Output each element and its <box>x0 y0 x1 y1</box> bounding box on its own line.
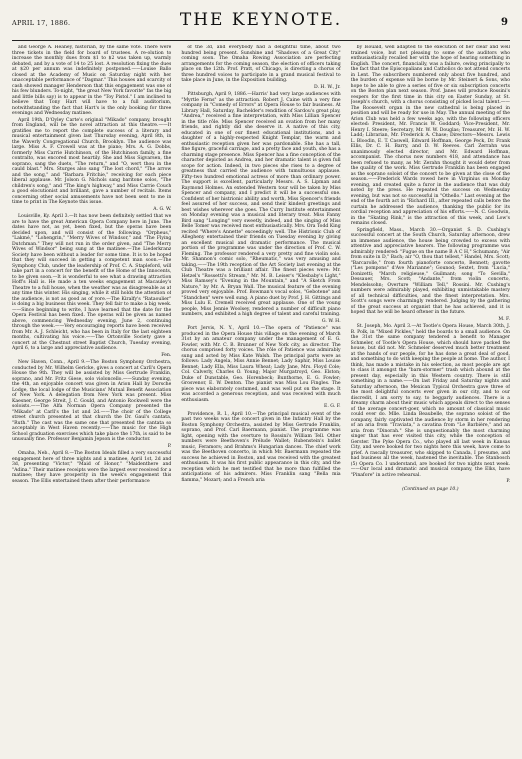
correspondent-signature: Fen. <box>161 352 172 358</box>
correspondent-signature: M. F. <box>498 316 510 322</box>
correspondent-signature: P. <box>506 479 510 484</box>
article-paragraph: Port Jervis, N. Y., April 10.—The opera of "Patience" was produced in the Opera House this village on the evening of March 31st by an amateur company under the management of E. G. Fowler, with Mr. C. B. Brunner of New York city, as director. The chorus comprised forty voices. The rôle of Patience was admirably sung and acted by Miss Kate Walsh. The principal parts were as follows: Lady Angela, Miss Annie Bennet; Lady Saphir, Miss Louise Bennet; Lady Ella, Miss Laura Wheat; Lady Jane, Mrs. Floyd Cole; Col. Calverly, Charles O. Young; Major Murgatroyd, Geo. Elston; Duke of Dunstable, Geo. Horenbeck; Bunthorne, E. G. Fowler; Grosvenor, E. W. Denton. The pianist was Miss Lou Fingles. The piece was elaborately costumed, and was well put on the stage. It was accorded a generous reception, and was received with much enthusiasm. <box>181 326 341 403</box>
article-paragraph: Providence, R. I., April 10.—The principal musical event of the past two weeks was the concert given in the Infantry Hall by the Boston Symphony Orchestra, assisted by Miss Gertrude Franklin, soprano, and Prof. Carl Baermann, pianist. The programme was light, opening with the overture to Rossini's William Tell. Other numbers were Beethoven's Prélude Wallet; Rubenstein's ballet music, Feramors; and Brahms's Hungarian dances. The chief work was the Beethoven concerto, in which Mr. Baermann repeated the success he achieved in Boston, and was received with the greatest enthusiasm. It was his first public appearance in this city, and the reception which he met testified that he more than fulfilled the anticipations of his admirers. Miss Franklin sang "Bella mia fiamma," Mozart; and a French aria <box>181 411 341 483</box>
correspondent-signature: P. <box>167 443 172 449</box>
article-paragraph: by Isouald, well adapted to the execution of her clear and well trained voice, but not pleasing to some of the auditors who enthusiastically recalled her with the hope of hearing something in English. The concert, financially, was a failure, owing principally to the fact that the Episcopalians and Catholics do not attend concerts in Lent. The subscribers numbered only about five hundred, and the burden of expense will be borne by Mr. Steinert & Sons, who hope to be able to give a series of five or six subscription concerts on the Boston plan next season. Prof. Janes will produce Rossini's vespers for the first time in this city on Easter Sunday, at St. Joseph's church, with a chorus consisting of picked local talent.——The Roosevelt organ in the new cathedral is being placed in position and will be ready for use in May. The annual meeting of the Arion Club was held a few weeks ago, with the following officers elected: President, Mr. Francis W. Goddard; Vice-President, Mr. Henry I. Steere; Secretary, Mr. W. W. Douglas; Treasurer, Mr. H. W. Ladd; Librarian, Mr. Frederick A. Chase; Directors—Messrs. Lewis L. Bloodin, E. T. Caswell, Edward Hoffman, George Peck, Dr. Frank Ellis, Dr. C. H. Barry, and D. W. Reeves. Carl Zerrahn was unanimously elected director, and Mr. Edward Hoffman, accompanist. The chorus now numbers 418, and attendance has been refused to many, as Mr. Zerahn thought it would deter from the quality of the work. Miss Gertrude Franklin has been engaged as the soprano soloist of the concert to be given at the close of the season.——Frederick Wards rowed here in Virginius on Monday evening, and created quite a furor in the audience that was duly noted by the press. He repeated the success on Wednesday evening, but was not so successful in "Othello." Last evening at the end of the fourth act in "Richard III., after repeated calls before the curtain he addressed the audience, thanking the public for its cordial reception and appreciation of his efforts.——N. C. Goodwin, in the "Skating Rink," is the attraction of this week, and Low's remains closed. <box>350 45 510 226</box>
page-header <box>12 10 510 40</box>
article-paragraph: Springfield, Mass., March 30.—Organist S. D. Cushing's successful concert at the South Church, Saturday afternoon, drew an immense audience, the house being crowded to excess with attentive and appreciative hearers. The following programme was admirably rendered: "Fugue on the name B A C H," Schumann; "Air from suite in D," Bach; air "O, thou that tellest," Handel, Mrs. Scott; "Barcarolle," from fourth pianoforte concerto, Bennett; gavotte ("Les pompons" d'Ave Marianne"; Gounod; Sextet, from "Lucia," Donizetti; "March religieuse," Guilmant; song "To Sevilla," Dessauer, Mrs. Scott; "Andante," from violin concerto, Mendelssohn; Overture "William Tell," Rossini. Mr. Cushing's numbers were admirably played, exhibiting unmistakable mastery of all technical difficulties, and the finest interpretation. Mrs. Scott's songs were charmingly rendered. Judging by the gathering of the great success at organist that he has achieved, and it is hoped that he will be heard oftener in the future. <box>350 227 510 315</box>
article-columns <box>12 45 510 745</box>
article-paragraph: New Haven, Conn., April 9.—The Boston Symphony Orchestra, conducted by Mr. Wilhelm Gericke, gives a concert at Carll's Opera House the 9th. They will be assisted by Miss Gertrude Franklin, soprano, and Mr. Fritz Giese, solo violoncello.——Sunday evening, the 4th, an enjoyable concert was given in Arion Hall by Dorsche Lodge, the local lodge of the Musicians' Mutual Benefit Association of New York. A delegation from New York was present. Miss Kaesner, George Streit, J. C. Gould, and Antonio Rockwell were the soloists.——The Alfa Norman Opera Company presented the "Mikado" at Carll's the 1st and 2d.——The choir of the College street church presented at that church the Dr. Gaul's cantata, "Ruth." The cast was the same one that presented the cantata so acceptably in West Haven recently.——The music for the High School graduation exercises which take place the 17th, is said to be unusually fine. Professor Benjamin Jepson is the conductor. <box>12 360 172 442</box>
article-paragraph: St. Joseph, Mo. April 3.—At Tootle's Opera House, March 30th, J. B. Polk, in "Mixed Pickles," held the boards to a small audience. On the 31st the same company tendered a benefit to Manager Schmeler, of Tootle's Opera House, which should have packed the house, but did not. Mr. Schmeler deserved much better treatment at the hands of our people, for he has done a great deal of good, and something to do with keeping the people at home. The author, I think, has made a mistake in his selection, as most people are apt to class it amongst the "barn-stormer" trash which abound at the present day, especially in this Western country. There is still something in a name.——On last Friday and Saturday nights and Saturday afternoon, the Mexican Typical Orchestra gave three of the most delightful concerts ever given in our city, and to our discredit, I am sorry to say, to beggarly audiences. There is a dreamy charm about their music which appeals direct to the senses of the average concert-goer, which no amount of classical music could ever do. Mlle. Linda Beaubelle, the soprano soloist of the company, fairly captivated the audience by storm in her rendering of an aria from "Traviata," a cavatina from "Le Barbière," and an aria from "Dinorah." She is unquestionably the most charming singer that has ever visited this city, while the conception of Gerster. The Pyke Opera Co., who played all last week in Kansas City, and were booked for two nights here this week, have come to grief. A rascally treasurer, who skipped to Canada, I presume, and had business all the week, hastened the inevitable. The Stanbosch (5) Opera Co. I understand, are booked for two nights next week.——Our local and dramatic and musical company, the Elks, have "Pinafore" in active rehearsal. <box>350 324 510 478</box>
correspondent-signature: D. H. W., Jr. <box>313 84 341 90</box>
masthead-title: THE KEYNOTE. <box>179 10 343 30</box>
correspondent-signature: A. G. W. <box>153 206 172 212</box>
article-paragraph: of the 3d, and everybody had a delightful time, about two hundred being present. Sunshine and "Shadows of a Great City" coming soon. The Omaha Rowing Association are perfecting arrangements for the coming season, the election of officers taking place on the 12th. Prof. Pratt, of Chicago, is directing a chorus of three hundred voices to participate in a grand musical festival to take place in June, in the Exposition building. <box>181 45 341 83</box>
page-number: 9 <box>501 17 508 28</box>
article-paragraph: Omaha, Neb., April 8.—The Boston Ideals filled a very successful engagement here of three nights and a matinee, April 1st, 2d and 3d, presenting "Victor," "Maid of Honor," "Maidenthere and "Adina." Their matinee receipts were the largest ever received for a matinee; they have prosperity in the week's engagement this season. The Ellis entertained them after their performance <box>12 451 172 484</box>
column-1 <box>12 45 171 745</box>
correspondent-signature: G. W. H. <box>321 318 341 324</box>
article-paragraph: Louisville, Ky. April 3.—It has now been definitely settled that we are to have the great American Opera Company here in June. The dates have not, as yet, been fixed, but the operas have been decided upon, and will consist of the following: "Orpheus," "Lakmé," "Lohengrin," "Merry Wives of Windsor," and "The Flying Dutchman." They will not run in the order given, and "The Merry Wives of Windsor" being sung at the matinee.—The Liederkranz Society have been without a leader for some time. It is to be hoped that they will succeed in getting a competent man soon.—The Symphony Club, under the leadership of Prof. C. A. Stapleford, will take part in a concert for the benefit of the Home of the Innocents, to be given soon.—It is wonderful to see what a drawing attraction Hoff's Hall is. He made a ten weeks engagement at Macauley's Theatre to a full house, when the weather was as disagreeable as at any time this winter. His singing, while it still holds the attention of the audience, is not as good as of yore.—The Kiralfy's "Rataoulier" is doing a big business this week. They fell fair to make a big week.——Since beginning to write, I have learned that the date for the Opera Festival has been fixed. The operas will be given as named above, commencing Wednesday evening, June 2, continuing through the week.——Very encouraging reports have been received from Mr. A. J. Schleicht, who has been in Italy for the last eighteen months, cultivating his voice.——The Ortonville Society gave a concert at the Chestnut street Baptist Church, Tuesday evening, April 6, to a large and appreciative audience. <box>12 214 172 351</box>
article-paragraph: and George A. Heaney, historian, by the same vote. There were three tickets in the field for board of trustees. A re-olution to increase the monthly dues from $1 to $2 was taken up, warmly debated, and by a vote of 14 to 25 lost. A resolution fixing the dues at $20 per annum was indefinitely postponed.——Louise Ballo closed at the Academy of Music on Saturday night with her unacceptable performance of "Dagmar." This houses and scarcity of cash showed manager Henderson that this engagement was one of his few blunders. To-night, "the great New York favorite" fas the big and little bills say) is to appear in the "Toy Pistol." I am inclined to believe that Tony Hart will have to a full auditorium, notwithstanding the fact that Hart's is the only booking for three evenings and Wednesday matinee. <box>12 45 172 116</box>
header-rule <box>12 40 510 41</box>
column-2 <box>181 45 340 745</box>
continued-note: (Continued on page 10.) <box>402 486 459 492</box>
issue-date: APRIL 17, 1886. <box>12 19 71 27</box>
article-paragraph: Pittsburgh, April 9, 1886.—Harris' had very large audiences with "Myrtle Ferns" as the attraction. Robert J. Caine with a very fine company in "Comedy of Errors" at Opera House to fair business. At Library Hall, Saturday, Bachelder's rendition of Sardou's great play, "Andrea," received a fine interpretation, with Miss Lillian Spencer in the title rôle. Miss Spencer received an ovation from her many friends, and rightly did she deserve it. A native of this city, educated in one of our finest educational institutions, and a daughter of a highly-respected Knight Templar, the warm and enthusiastic reception given her was pardonable. She has a tall, fine figure, graceful carriage, and a pretty face and youth, she has a charming stage presence. Miss Spencer has a fine conception of the character depicted as Andrea, and her dramatic talent is given full scope for action. Indeed, in two pieces she rises to a degree of greatness that carried the audience with tumultuous applause. Fifty-two hundred emotional actress of more than ordinary power. The support is excellent, particularly Messrs. A. S. Lipman and Raymond Holmes. An extended Western tour will be taken by Miss Spencer and company, and I predict it will be a successful one. Confident of her histrionic ability and worth, Miss Spencer's friends feel assured of her success, and send their kindest greetings and best wishes wherever she goes. The Curry Institute entertainment on Monday evening was a musical and literary treat. Miss Fanny Bird sang "Longing" very sweetly, indeed, and the singing of Miss Belle Tomer was received most enthusiastically. Mrs. Ora Todd King recited "Where's Annette" exceedingly well. The Histrionic Club of Allegheny entertained their friends on Tuesday evening by giving an excellent musical and dramatic performance. The musical portion of the programme was under the direction of Prof. C. W. Fleming. The professor rendered a very pretty and fine violin solo. Mr. Shannon's comic solo, "Rheumatic," was very amusing and taking.——The 19th reception of the Art Society last evening at the Club Theatre was a brilliant affair. The finest pieces were: Mr. Hetzel's "Rossetti's Stream," Mr. M. B. Leiser's "Klesbaby's Light," Miss Ramsey's "Evening in the Mountain," and "A Sketch From Nature," by Mr. A. Bryan Wall. The musical feature of the evening proved very enjoyable. Prof. Bowman's vocal solos, "Gebotene" and "Standchen" were well sung. A piano duet by Prof. J. H. Gittings and Miss Lulu E. Cremell received great applause. One of the voung people, Miss Jennie Woolsey, rendered a number of difficult piano numbers, and exhibited a high degree of talent and careful training. <box>181 92 341 317</box>
column-3 <box>351 45 510 745</box>
article-paragraph: April 19th, D'Oyley Carte's original "Mikado" company, brought from England, will be the novel attraction at this theatre.——It gratifies me to report the complete success of a literary and musical entertainment given last Thursday evening, April 8th, in the Waverly Congregational Church, Brooklyn. The audience was large. Miss A. F. Crowell was at the piano; Mrs. A. G. Dobbs, formerly Miss Carrie Hutchinson, of the Hutchinson family, a fine contralto, was encored most heartily. She and Miss Sigvarsen, the soprano, sang the duets, "The return," and "O, wert thou in the cauld blast." Mrs. Sturges also sang "The lost chord," "The arrow and the song," and "Barbara Fritchie," receiving for each piece liberal applause. Mr. Jolson G. Nichols sang baritone solos, "The children's song," and "The king's highway," and Miss Carrie Couch a good elocutionist and brilliant, gave a number of recitals. Items concerning other social amusements have not been sent to me in time to print in The Keynote this issue. <box>12 117 172 205</box>
correspondent-signature: E. G. F. <box>324 404 341 409</box>
